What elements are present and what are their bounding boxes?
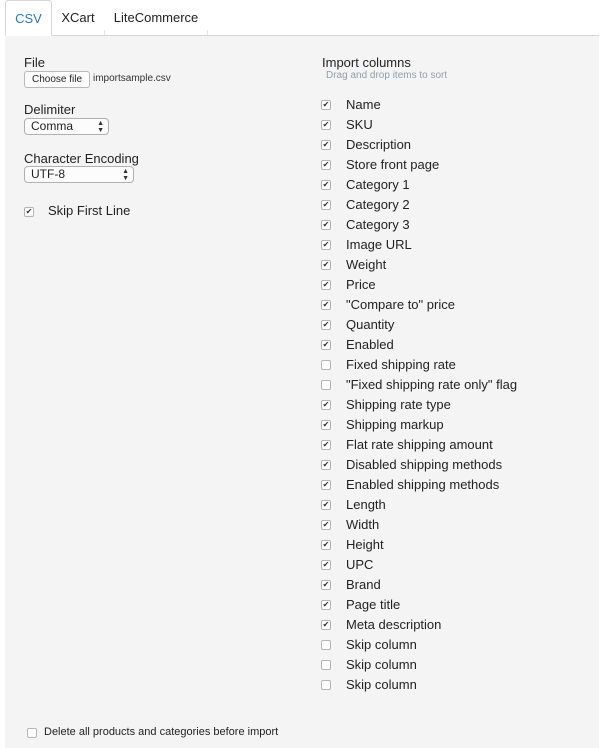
delete-all-label: Delete all products and categories before import xyxy=(44,726,279,738)
checkmark-icon: ✔ xyxy=(322,580,330,589)
import-column-item[interactable] xyxy=(321,514,591,534)
import-column-checkbox[interactable] xyxy=(321,180,331,190)
checkmark-icon: ✔ xyxy=(322,500,330,509)
checkmark-icon: ✔ xyxy=(322,620,330,629)
checkmark-icon: ✔ xyxy=(322,140,330,149)
import-column-checkbox[interactable] xyxy=(321,360,331,370)
import-column-item[interactable] xyxy=(321,654,591,674)
import-column-checkbox[interactable] xyxy=(321,260,331,270)
import-column-label: Name xyxy=(346,97,381,112)
import-column-label: Skip column xyxy=(346,657,417,672)
skip-first-line-checkbox[interactable] xyxy=(24,207,34,217)
import-column-checkbox[interactable] xyxy=(321,420,331,430)
checkmark-icon: ✔ xyxy=(322,200,330,209)
import-columns-title: Import columns xyxy=(322,55,411,70)
import-column-label: UPC xyxy=(346,557,374,572)
import-column-checkbox[interactable] xyxy=(321,100,331,110)
import-column-checkbox[interactable] xyxy=(321,460,331,470)
import-column-item[interactable] xyxy=(321,574,591,594)
delete-all-checkbox[interactable] xyxy=(27,728,37,738)
import-column-item[interactable] xyxy=(321,534,591,554)
import-column-label: Weight xyxy=(346,257,387,272)
import-column-item[interactable] xyxy=(321,634,591,654)
checkmark-icon: ✔ xyxy=(322,120,330,129)
import-column-checkbox[interactable] xyxy=(321,160,331,170)
checkmark-icon: ✔ xyxy=(322,280,330,289)
encoding-select[interactable] xyxy=(24,166,134,183)
import-column-item[interactable] xyxy=(321,314,591,334)
import-column-label: Category 1 xyxy=(346,177,410,192)
checkmark-icon: ✔ xyxy=(322,160,330,169)
choose-file-button[interactable]: Choose file xyxy=(24,71,90,88)
import-column-label: Skip column xyxy=(346,677,417,692)
delimiter-value: Comma xyxy=(31,119,74,133)
import-column-label: Quantity xyxy=(346,317,395,332)
import-column-item[interactable] xyxy=(321,354,591,374)
import-column-item[interactable] xyxy=(321,374,591,394)
import-column-checkbox[interactable] xyxy=(321,560,331,570)
import-column-checkbox[interactable] xyxy=(321,660,331,670)
checkmark-icon: ✔ xyxy=(322,260,330,269)
tab-litecommerce[interactable]: LiteCommerce xyxy=(113,10,199,25)
import-column-checkbox[interactable] xyxy=(321,320,331,330)
import-column-label: "Fixed shipping rate only" flag xyxy=(346,377,518,392)
import-column-checkbox[interactable] xyxy=(321,640,331,650)
tab-xcart[interactable]: XCart xyxy=(61,10,95,25)
encoding-value: UTF-8 xyxy=(31,167,65,181)
skip-first-line-label: Skip First Line xyxy=(48,203,131,218)
import-column-checkbox[interactable] xyxy=(321,600,331,610)
import-column-checkbox[interactable] xyxy=(321,340,331,350)
checkmark-icon: ✔ xyxy=(322,460,330,469)
checkmark-icon: ✔ xyxy=(25,207,33,216)
import-column-label: Price xyxy=(346,277,376,292)
import-column-label: Meta description xyxy=(346,617,442,632)
import-column-label: Fixed shipping rate xyxy=(346,357,456,372)
import-column-label: Category 2 xyxy=(346,197,410,212)
import-column-checkbox[interactable] xyxy=(321,380,331,390)
checkmark-icon: ✔ xyxy=(322,560,330,569)
checkmark-icon: ✔ xyxy=(322,220,330,229)
import-column-item[interactable] xyxy=(321,254,591,274)
import-column-checkbox[interactable] xyxy=(321,120,331,130)
import-column-item[interactable] xyxy=(321,154,591,174)
import-column-label: Disabled shipping methods xyxy=(346,457,503,472)
checkmark-icon: ✔ xyxy=(322,300,330,309)
updown-arrows-icon: ▲ ▼ xyxy=(97,120,104,134)
import-column-item[interactable] xyxy=(321,114,591,134)
import-column-label: Shipping rate type xyxy=(346,397,451,412)
tab-bar xyxy=(0,0,605,35)
selected-file-name: importsample.csv xyxy=(93,73,171,84)
checkmark-icon: ✔ xyxy=(322,400,330,409)
import-column-item[interactable] xyxy=(321,174,591,194)
import-column-item[interactable] xyxy=(321,194,591,214)
import-column-checkbox[interactable] xyxy=(321,480,331,490)
checkmark-icon: ✔ xyxy=(322,600,330,609)
checkmark-icon: ✔ xyxy=(322,520,330,529)
import-column-label: Enabled shipping methods xyxy=(346,477,500,492)
import-column-item[interactable] xyxy=(321,594,591,614)
checkmark-icon: ✔ xyxy=(322,100,330,109)
import-column-label: Image URL xyxy=(346,237,412,252)
import-column-label: Store front page xyxy=(346,157,440,172)
import-column-checkbox[interactable] xyxy=(321,220,331,230)
tab-csv[interactable]: CSV xyxy=(5,0,52,36)
import-column-label: Category 3 xyxy=(346,217,410,232)
updown-arrows-icon: ▲ ▼ xyxy=(122,168,129,182)
import-column-checkbox[interactable] xyxy=(321,280,331,290)
import-column-checkbox[interactable] xyxy=(321,540,331,550)
import-column-item[interactable] xyxy=(321,294,591,314)
import-column-checkbox[interactable] xyxy=(321,520,331,530)
import-column-checkbox[interactable] xyxy=(321,140,331,150)
import-column-checkbox[interactable] xyxy=(321,240,331,250)
import-column-label: Width xyxy=(346,517,380,532)
import-column-item[interactable] xyxy=(321,454,591,474)
file-label: File xyxy=(24,55,45,70)
import-column-checkbox[interactable] xyxy=(321,500,331,510)
import-column-checkbox[interactable] xyxy=(321,400,331,410)
delimiter-label: Delimiter xyxy=(24,102,76,117)
checkmark-icon: ✔ xyxy=(322,420,330,429)
checkmark-icon: ✔ xyxy=(322,440,330,449)
import-column-item[interactable] xyxy=(321,234,591,254)
import-column-item[interactable] xyxy=(321,94,591,114)
csv-import-panel xyxy=(5,35,599,748)
import-column-item[interactable] xyxy=(321,214,591,234)
import-column-checkbox[interactable] xyxy=(321,580,331,590)
checkmark-icon: ✔ xyxy=(322,540,330,549)
import-column-item[interactable] xyxy=(321,554,591,574)
encoding-label: Character Encoding xyxy=(24,151,139,166)
delimiter-select[interactable] xyxy=(24,118,109,135)
import-column-label: Skip column xyxy=(346,637,417,652)
checkmark-icon: ✔ xyxy=(322,340,330,349)
import-column-label: Description xyxy=(346,137,412,152)
checkmark-icon: ✔ xyxy=(322,180,330,189)
import-column-label: Height xyxy=(346,537,384,552)
import-column-checkbox[interactable] xyxy=(321,680,331,690)
import-column-label: Length xyxy=(346,497,386,512)
import-column-label: SKU xyxy=(346,117,373,132)
import-column-label: Enabled xyxy=(346,337,394,352)
import-column-item[interactable] xyxy=(321,394,591,414)
checkmark-icon: ✔ xyxy=(322,240,330,249)
import-column-checkbox[interactable] xyxy=(321,300,331,310)
import-column-label: Shipping markup xyxy=(346,417,444,432)
import-column-item[interactable] xyxy=(321,334,591,354)
import-column-item[interactable] xyxy=(321,414,591,434)
import-column-checkbox[interactable] xyxy=(321,620,331,630)
import-column-item[interactable] xyxy=(321,434,591,454)
import-column-label: "Compare to" price xyxy=(346,297,455,312)
checkmark-icon: ✔ xyxy=(322,480,330,489)
import-column-label: Flat rate shipping amount xyxy=(346,437,493,452)
import-column-label: Brand xyxy=(346,577,381,592)
checkmark-icon: ✔ xyxy=(322,320,330,329)
import-column-item[interactable] xyxy=(321,674,591,694)
import-columns-hint: Drag and drop items to sort xyxy=(326,70,448,81)
import-column-item[interactable] xyxy=(321,274,591,294)
import-column-item[interactable] xyxy=(321,474,591,494)
import-column-item[interactable] xyxy=(321,134,591,154)
import-column-item[interactable] xyxy=(321,614,591,634)
import-column-checkbox[interactable] xyxy=(321,200,331,210)
import-column-item[interactable] xyxy=(321,494,591,514)
import-column-checkbox[interactable] xyxy=(321,440,331,450)
import-column-label: Page title xyxy=(346,597,401,612)
